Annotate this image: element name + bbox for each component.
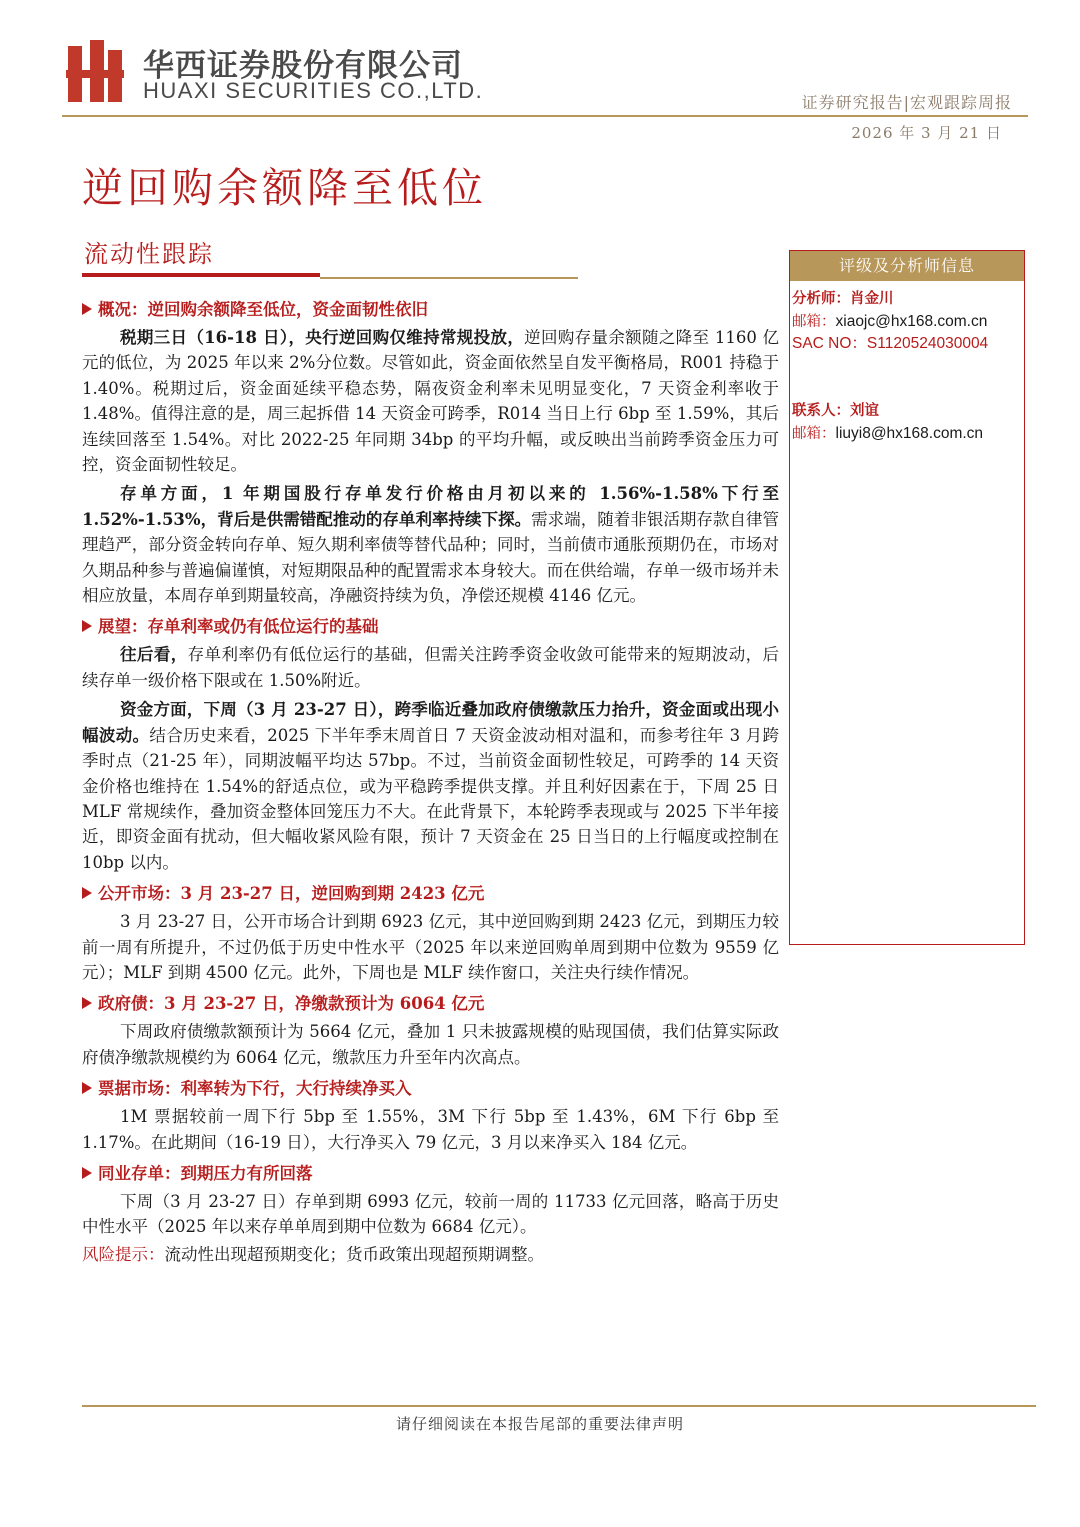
paragraph-outlook-1: 往后看，存单利率仍有低位运行的基础，但需关注跨季资金收敛可能带来的短期波动，后续存单一级价格下限或在 1.50%附近。 [82, 645, 780, 690]
legal-notice: 请仔细阅读在本报告尾部的重要法律声明 [395, 1415, 684, 1433]
triangle-bullet-icon [82, 1082, 92, 1094]
company-logo [66, 40, 124, 102]
paragraph-government-bonds: 下周政府债缴款额预计为 5664 亿元，叠加 1 只未披露规模的贴现国债，我们估算实际政府债净缴款规模约为 6064 亿元，缴款压力升至年内次高点。 [82, 1022, 779, 1067]
contact-block [790, 393, 1024, 445]
section-divider [320, 277, 578, 279]
analyst-info-header: 评级及分析师信息 [790, 251, 1024, 281]
company-name-cn: 华西证券股份有限公司 [143, 48, 463, 84]
header-divider [62, 115, 1028, 117]
paragraph-outlook-2: 资金方面，下周（3 月 23-27 日），跨季临近叠加政府债缴款压力抬升，资金面或出现小幅波动。结合历史来看，2025 下半年季末周首日 7 天资金波动相对温和，而参考往年 3 月跨季时点（21-25 年），同期波幅平均达 57bp。不过，当前资金面韧性较足，可跨季的 14 天资金价格也维持在 1.54%的舒适点位，或为平稳跨季提供支撑。并且利好因素在于，下周 25 日 MLF 常规续作，叠加资金整体回笼压力不大。在此背景下，本轮跨季表现或与 2025 下半年接近，即资金面有扰动，但大幅收紧风险有限，预计 7 天资金在 25 日当日的上行幅度或控制在 10bp 以内。 [82, 700, 780, 872]
report-date: 2026 年 3 月 21 日 [851, 124, 1002, 142]
analyst-block [790, 281, 1024, 355]
triangle-bullet-icon [82, 303, 92, 315]
contact-email[interactable]: liuyi8@hx168.com.cn [835, 425, 984, 442]
heading-overview: 概况：逆回购余额降至低位，资金面韧性依旧 [82, 297, 779, 322]
heading-open-market: 公开市场：3 月 23-27 日，逆回购到期 2423 亿元 [82, 881, 779, 906]
contact-email-label: 邮箱： [792, 426, 836, 442]
paragraph-bill-market: 1M 票据较前一周下行 5bp 至 1.55%，3M 下行 5bp 至 1.43%，6M 下行 6bp 至 1.17%。在此期间（16-19 日），大行净买入 79 亿元，3 月以来净买入 184 亿元。 [82, 1107, 779, 1152]
analyst-label: 分析师： [792, 290, 850, 307]
contact-label: 联系人： [792, 402, 850, 419]
heading-outlook: 展望：存单利率或仍有低位运行的基础 [82, 614, 779, 639]
triangle-bullet-icon [82, 620, 92, 632]
paragraph-overview-2: 存单方面，1 年期国股行存单发行价格由月初以来的 1.56%-1.58%下行至 1.52%-1.53%，背后是供需错配推动的存单利率持续下探。需求端，随着非银活期存款自律管理趋严，部分资金转向存单、短久期利率债等替代品种；同时，当前债市通胀预期仍在，市场对久期品种参与普遍偏谨慎，对短期限品种的配置需求本身较大。而在供给端，存单一级市场并未相应放量，本周存单到期量较高，净融资持续为负，净偿还规模 4146 亿元。 [82, 484, 780, 606]
report-title: 逆回购余额降至低位 [82, 164, 487, 212]
risk-text: 流动性出现超预期变化；货币政策出现超预期调整。 [164, 1244, 544, 1264]
report-type: 证券研究报告|宏观跟踪周报 [801, 93, 1012, 112]
risk-warning [82, 1242, 779, 1268]
analyst-sac-number: SAC NO：S1120524030004 [792, 335, 989, 352]
paragraph-ncd: 下周（3 月 23-27 日）存单到期 6993 亿元，较前一周的 11733 亿元回落，略高于历史中性水平（2025 年以来存单单周到期中位数为 6684 亿元）。 [82, 1191, 779, 1237]
paragraph-overview-1: 税期三日（16-18 日），央行逆回购仅维持常规投放，逆回购存量余额随之降至 1160 亿元的低位，为 2025 年以来 2%分位数。尽管如此，资金面依然呈自发平衡格局，R001 持稳于 1.40%。税期过后，资金面延续平稳态势，隔夜资金利率未见明显变化，7 天资金利率收于 1.48%。值得注意的是，周三起拆借 14 天资金可跨季，R014 当日上行 6bp 至 1.59%，其后连续回落至 1.54%。对比 2022-25 年同期 34bp 的平均升幅，或反映出当前跨季资金压力可控，资金面韧性较足。 [82, 328, 780, 475]
analyst-name: 肖金川 [850, 290, 894, 307]
triangle-bullet-icon [82, 997, 92, 1009]
heading-ncd: 同业存单：到期压力有所回落 [82, 1161, 779, 1186]
analyst-email[interactable]: xiaojc@hx168.com.cn [835, 313, 988, 330]
section-divider-accent [82, 273, 320, 277]
contact-name: 刘谊 [850, 402, 879, 419]
analyst-email-label: 邮箱： [792, 314, 836, 330]
analyst-info-panel [789, 250, 1025, 945]
section-title: 流动性跟踪 [84, 240, 214, 268]
risk-label: 风险提示： [82, 1244, 165, 1264]
triangle-bullet-icon [82, 1167, 92, 1179]
footer-divider [82, 1405, 1036, 1407]
triangle-bullet-icon [82, 887, 92, 899]
paragraph-open-market: 3 月 23-27 日，公开市场合计到期 6923 亿元，其中逆回购到期 2423 亿元，到期压力较前一周有所提升，不过仍低于历史中性水平（2025 年以来逆回购单周到期中位数为 9559 亿元）；MLF 到期 4500 亿元。此外，下周也是 MLF 续作窗口，关注央行续作情况。 [82, 912, 779, 982]
report-body [82, 295, 779, 1268]
heading-bill-market: 票据市场：利率转为下行，大行持续净买入 [82, 1076, 779, 1101]
company-name-en: HUAXI SECURITIES CO.,LTD. [143, 78, 484, 103]
heading-government-bonds: 政府债：3 月 23-27 日，净缴款预计为 6064 亿元 [82, 991, 779, 1016]
